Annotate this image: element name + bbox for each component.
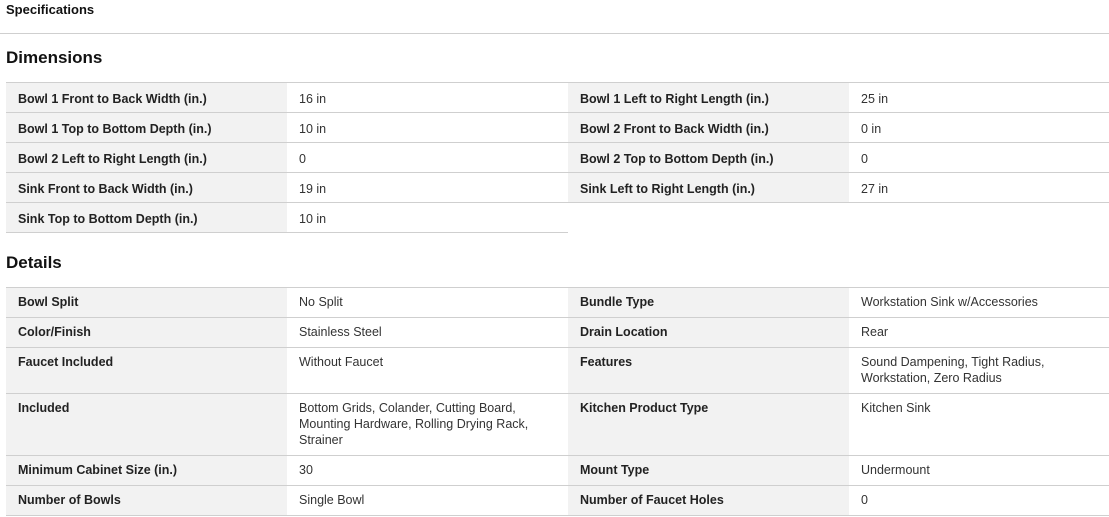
spec-label: Number of Bowls bbox=[6, 486, 287, 516]
spec-label: Bowl 1 Front to Back Width (in.) bbox=[6, 83, 287, 113]
spec-value: Stainless Steel bbox=[287, 318, 568, 348]
spec-value: 0 bbox=[849, 486, 1109, 516]
spec-value: 25 in bbox=[849, 83, 1109, 113]
spec-label: Bowl 2 Left to Right Length (in.) bbox=[6, 143, 287, 173]
spec-label: Minimum Cabinet Size (in.) bbox=[6, 456, 287, 486]
spec-label: Bowl 2 Top to Bottom Depth (in.) bbox=[568, 143, 849, 173]
spec-label: Bowl Split bbox=[6, 288, 287, 318]
spec-value: Kitchen Sink bbox=[849, 394, 1109, 456]
spec-value: Bottom Grids, Colander, Cutting Board, Mounting Hardware, Rolling Drying Rack, Strainer bbox=[287, 394, 568, 456]
spec-label: Bowl 2 Front to Back Width (in.) bbox=[568, 113, 849, 143]
spec-label: Kitchen Product Type bbox=[568, 394, 849, 456]
spec-value: 0 bbox=[849, 143, 1109, 173]
dimensions-heading: Dimensions bbox=[6, 48, 103, 67]
spec-label: Sink Left to Right Length (in.) bbox=[568, 173, 849, 203]
spec-value: 10 in bbox=[287, 203, 568, 233]
spec-label: Sink Front to Back Width (in.) bbox=[6, 173, 287, 203]
spec-value: Without Faucet bbox=[287, 348, 568, 394]
spec-value: Workstation Sink w/Accessories bbox=[849, 288, 1109, 318]
spec-value: 19 in bbox=[287, 173, 568, 203]
spec-value: 0 bbox=[287, 143, 568, 173]
spec-value: 30 bbox=[287, 456, 568, 486]
spec-label: Sink Top to Bottom Depth (in.) bbox=[6, 203, 287, 233]
spec-value: 10 in bbox=[287, 113, 568, 143]
spec-label: Bowl 1 Left to Right Length (in.) bbox=[568, 83, 849, 113]
spec-label: Color/Finish bbox=[6, 318, 287, 348]
spec-label: Features bbox=[568, 348, 849, 394]
spec-value: Single Bowl bbox=[287, 486, 568, 516]
spec-label: Bundle Type bbox=[568, 288, 849, 318]
spec-value: Rear bbox=[849, 318, 1109, 348]
spec-value: 0 in bbox=[849, 113, 1109, 143]
dimensions-table bbox=[6, 82, 1109, 233]
details-heading: Details bbox=[6, 253, 62, 272]
spec-label: Number of Faucet Holes bbox=[568, 486, 849, 516]
spec-label: Mount Type bbox=[568, 456, 849, 486]
spec-value: 27 in bbox=[849, 173, 1109, 203]
spec-value: No Split bbox=[287, 288, 568, 318]
spec-label: Faucet Included bbox=[6, 348, 287, 394]
details-table bbox=[6, 287, 1109, 516]
spec-label: Bowl 1 Top to Bottom Depth (in.) bbox=[6, 113, 287, 143]
empty-cell bbox=[568, 203, 849, 233]
specifications-heading: Specifications bbox=[0, 0, 1109, 34]
spec-value: 16 in bbox=[287, 83, 568, 113]
spec-value: Sound Dampening, Tight Radius, Workstation, Zero Radius bbox=[849, 348, 1109, 394]
spec-label: Included bbox=[6, 394, 287, 456]
spec-label: Drain Location bbox=[568, 318, 849, 348]
spec-value: Undermount bbox=[849, 456, 1109, 486]
empty-cell bbox=[849, 203, 1109, 233]
